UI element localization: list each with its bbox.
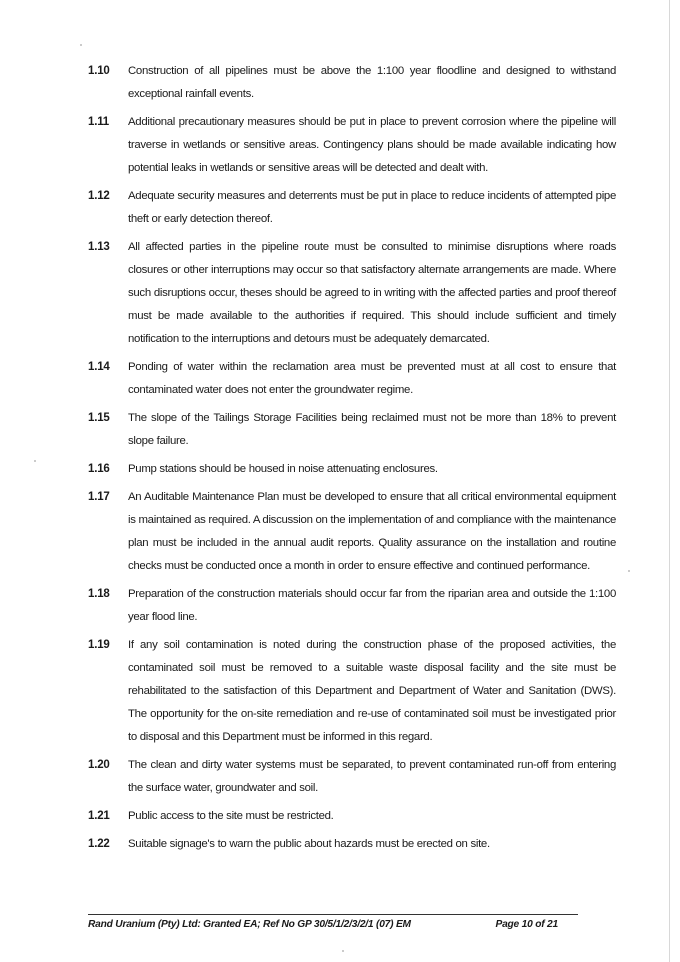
clause-text: If any soil contamination is noted during the construction phase of the proposed activities, the contaminated soil must be removed to a suitable waste disposal facility and the site must be rehabilitated to the satisfaction of this Department and Department of Water and Sanitation (DWS). The opportunity for the on-site remediation and re-use of contaminated soil must be investigated prior to disposal and this Department must be informed in this regard. bbox=[128, 639, 616, 743]
scan-speck bbox=[342, 950, 344, 952]
clause-text: All affected parties in the pipeline route must be consulted to minimise disruptions where roads closures or other interruptions may occur so that satisfactory alternate arrangements are made. Where such disruptions occur, theses should be agreed to in writing with the affected parties and proof thereof must be made available to the authorities if required. This should include sufficient and timely notification to the interruptions and detours must be adequately demarcated. bbox=[128, 241, 616, 345]
scan-speck bbox=[34, 460, 36, 462]
conditions-list bbox=[88, 60, 616, 861]
clause-number: 1.10 bbox=[88, 65, 110, 77]
clause-number: 1.17 bbox=[88, 491, 110, 503]
clause bbox=[88, 486, 616, 578]
clause-number: 1.21 bbox=[88, 810, 110, 822]
clause bbox=[88, 805, 616, 828]
clause-number: 1.15 bbox=[88, 412, 110, 424]
clause-text: Pump stations should be housed in noise attenuating enclosures. bbox=[128, 463, 438, 475]
clause-number: 1.13 bbox=[88, 241, 110, 253]
clause-text: Construction of all pipelines must be above the 1:100 year floodline and designed to withstand exceptional rainfall events. bbox=[128, 65, 616, 100]
clause bbox=[88, 111, 616, 180]
page-number: Page 10 of 21 bbox=[495, 919, 558, 930]
scan-speck bbox=[80, 44, 82, 46]
footer-reference: Rand Uranium (Pty) Ltd: Granted EA; Ref No GP 30/5/1/2/3/2/1 (07) EM bbox=[88, 919, 411, 930]
clause-number: 1.18 bbox=[88, 588, 110, 600]
clause bbox=[88, 356, 616, 402]
clause bbox=[88, 458, 616, 481]
clause-number: 1.20 bbox=[88, 759, 110, 771]
clause-number: 1.19 bbox=[88, 639, 110, 651]
clause bbox=[88, 236, 616, 351]
clause-text: Preparation of the construction materials should occur far from the riparian area and outside the 1:100 year flood line. bbox=[128, 588, 616, 623]
scan-edge-line bbox=[669, 0, 670, 962]
clause bbox=[88, 60, 616, 106]
clause-text: Public access to the site must be restricted. bbox=[128, 810, 334, 822]
clause bbox=[88, 754, 616, 800]
clause-text: The slope of the Tailings Storage Facilities being reclaimed must not be more than 18% to prevent slope failure. bbox=[128, 412, 616, 447]
clause-number: 1.12 bbox=[88, 190, 110, 202]
clause-text: The clean and dirty water systems must be separated, to prevent contaminated run-off from entering the surface water, groundwater and soil. bbox=[128, 759, 616, 794]
clause-text: Ponding of water within the reclamation area must be prevented must at all cost to ensure that contaminated water does not enter the groundwater regime. bbox=[128, 361, 616, 396]
clause-text: Adequate security measures and deterrents must be put in place to reduce incidents of attempted pipe theft or early detection thereof. bbox=[128, 190, 616, 225]
clause-number: 1.14 bbox=[88, 361, 110, 373]
clause bbox=[88, 634, 616, 749]
clause bbox=[88, 833, 616, 856]
clause-text: Additional precautionary measures should be put in place to prevent corrosion where the pipeline will traverse in wetlands or sensitive areas. Contingency plans should be made available indicating how potential leaks in wetlands or sensitive areas will be detected and dealt with. bbox=[128, 116, 616, 174]
clause-number: 1.16 bbox=[88, 463, 110, 475]
page-footer bbox=[88, 914, 578, 930]
clause-number: 1.11 bbox=[88, 116, 109, 128]
clause-text: An Auditable Maintenance Plan must be developed to ensure that all critical environmental equipment is maintained as required. A discussion on the implementation of and compliance with the maintenance plan must be included in the annual audit reports. Quality assurance on the installation and routine checks must be conducted once a month in order to ensure effective and continued performance. bbox=[128, 491, 616, 572]
clause bbox=[88, 583, 616, 629]
clause bbox=[88, 407, 616, 453]
scan-speck bbox=[628, 570, 630, 572]
clause bbox=[88, 185, 616, 231]
clause-number: 1.22 bbox=[88, 838, 110, 850]
clause-text: Suitable signage's to warn the public about hazards must be erected on site. bbox=[128, 838, 490, 850]
